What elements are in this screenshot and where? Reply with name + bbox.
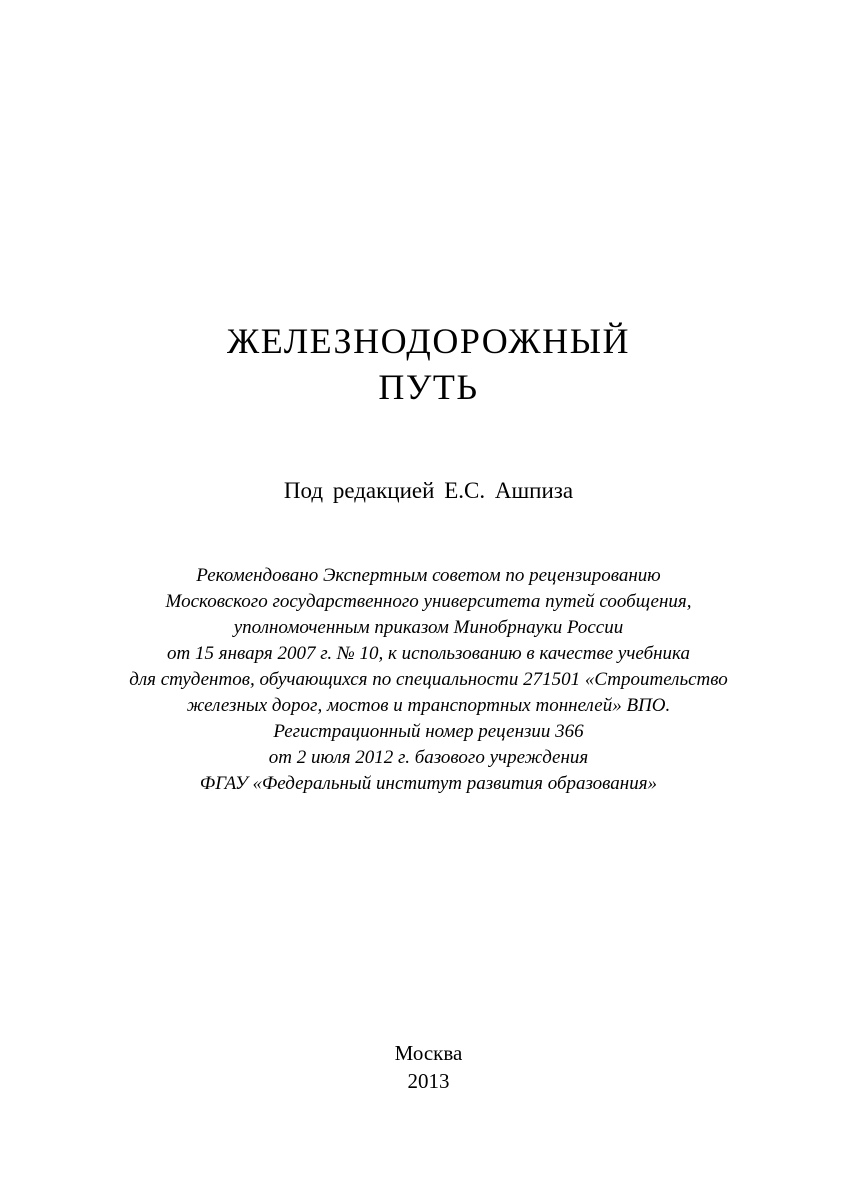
recommendation-line: для студентов, обучающихся по специальности 271501 «Строительство: [129, 669, 728, 690]
recommendation-line: уполномоченным приказом Минобрнауки России: [233, 617, 624, 638]
recommendation-line: железных дорог, мостов и транспортных тоннелей» ВПО.: [186, 695, 671, 716]
recommendation-line: Рекомендовано Экспертным советом по рецензированию: [196, 565, 661, 586]
book-title-line-1: ЖЕЛЕЗНОДОРОЖНЫЙ: [226, 321, 631, 361]
publication-imprint: [0, 1039, 857, 1095]
recommendation-line: Московского государственного университета путей сообщения,: [165, 591, 692, 612]
recommendation-notice: [0, 563, 857, 797]
book-title-line-2: ПУТЬ: [378, 367, 479, 407]
recommendation-line: от 2 июля 2012 г. базового учреждения: [268, 747, 589, 768]
recommendation-line: Регистрационный номер рецензии 366: [273, 721, 584, 742]
book-title: [0, 318, 857, 410]
publication-year: 2013: [407, 1069, 450, 1093]
editor-credit: Под редакцией Е.С. Ашпиза: [283, 478, 574, 503]
publication-city: Москва: [394, 1041, 463, 1065]
recommendation-line: от 15 января 2007 г. № 10, к использованию в качестве учебника: [167, 643, 690, 664]
recommendation-line: ФГАУ «Федеральный институт развития образования»: [199, 773, 658, 794]
